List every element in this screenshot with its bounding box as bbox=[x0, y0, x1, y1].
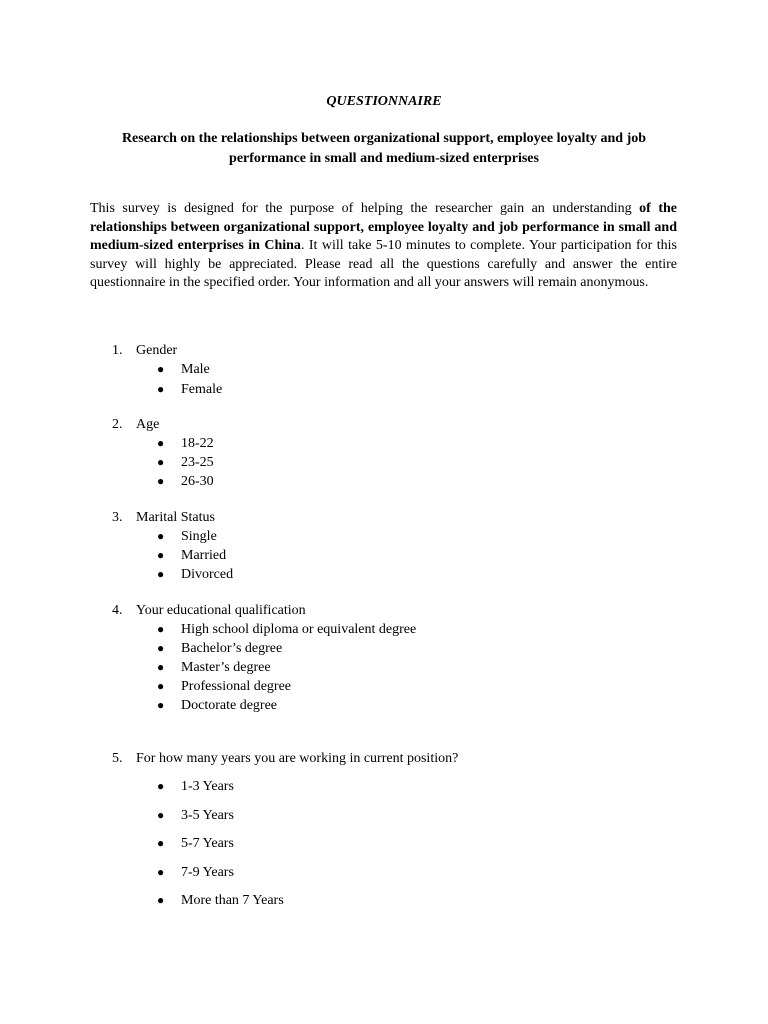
option-label: 3-5 Years bbox=[181, 808, 234, 823]
question-number: 1. bbox=[112, 343, 123, 358]
option-label: 18-22 bbox=[181, 436, 214, 451]
option-label: Professional degree bbox=[181, 679, 292, 694]
option-label: 7-9 Years bbox=[181, 865, 234, 880]
option-label: 1-3 Years bbox=[181, 779, 234, 794]
option-label: Divorced bbox=[181, 567, 234, 582]
intro-text-start: This survey is designed for the purpose of helping the researcher gain an understanding bbox=[90, 201, 640, 216]
intro-paragraph bbox=[90, 200, 677, 293]
bullet-icon: ● bbox=[157, 362, 165, 376]
option-label: Single bbox=[181, 529, 217, 544]
bullet-icon: ● bbox=[157, 698, 165, 712]
option-label: Married bbox=[181, 548, 227, 563]
bullet-icon: ● bbox=[157, 567, 165, 581]
option-label: Male bbox=[181, 362, 210, 377]
bullet-icon: ● bbox=[157, 865, 165, 879]
option-label: 23-25 bbox=[181, 455, 214, 470]
option-label: More than 7 Years bbox=[181, 893, 284, 908]
bullet-icon: ● bbox=[157, 679, 165, 693]
option-label: High school diploma or equivalent degree bbox=[181, 622, 417, 637]
option-label: Female bbox=[181, 382, 223, 397]
bullet-icon: ● bbox=[157, 779, 165, 793]
bullet-icon: ● bbox=[157, 382, 165, 396]
bullet-icon: ● bbox=[157, 548, 165, 562]
question-number: 3. bbox=[112, 510, 123, 525]
bullet-icon: ● bbox=[157, 808, 165, 822]
bullet-icon: ● bbox=[157, 641, 165, 655]
question-text: Your educational qualification bbox=[136, 603, 306, 618]
question-text: For how many years you are working in current position? bbox=[136, 751, 459, 766]
bullet-icon: ● bbox=[157, 622, 165, 636]
question-text: Gender bbox=[136, 343, 178, 358]
document-title: QUESTIONNAIRE bbox=[326, 94, 442, 109]
bullet-icon: ● bbox=[157, 474, 165, 488]
option-label: 5-7 Years bbox=[181, 836, 234, 851]
intro-text-bold: of the relationships between organizational support, employee loyalty and job performance in small and medium-sized enterprises in China bbox=[90, 201, 677, 254]
question-number: 4. bbox=[112, 603, 123, 618]
bullet-icon: ● bbox=[157, 893, 165, 907]
bullet-icon: ● bbox=[157, 436, 165, 450]
bullet-icon: ● bbox=[157, 455, 165, 469]
option-label: Master’s degree bbox=[181, 660, 271, 675]
question-number: 2. bbox=[112, 417, 123, 432]
bullet-icon: ● bbox=[157, 836, 165, 850]
option-label: Bachelor’s degree bbox=[181, 641, 283, 656]
bullet-icon: ● bbox=[157, 660, 165, 674]
option-label: Doctorate degree bbox=[181, 698, 277, 713]
question-number: 5. bbox=[112, 751, 123, 766]
intro-text-end: . It will take 5-10 minutes to complete. Your participation for this survey will highly be appreciated. Please read all the questions carefully and answer the entire questionnaire in the specified order. Your information and all your answers will remain anonymous. bbox=[90, 238, 677, 291]
option-label: 26-30 bbox=[181, 474, 214, 489]
question-text: Marital Status bbox=[136, 510, 215, 525]
question-text: Age bbox=[136, 417, 160, 432]
bullet-icon: ● bbox=[157, 529, 165, 543]
document-subtitle: Research on the relationships between organizational support, employee loyalty and job performance in small and medium-sized enterprises bbox=[121, 131, 647, 166]
